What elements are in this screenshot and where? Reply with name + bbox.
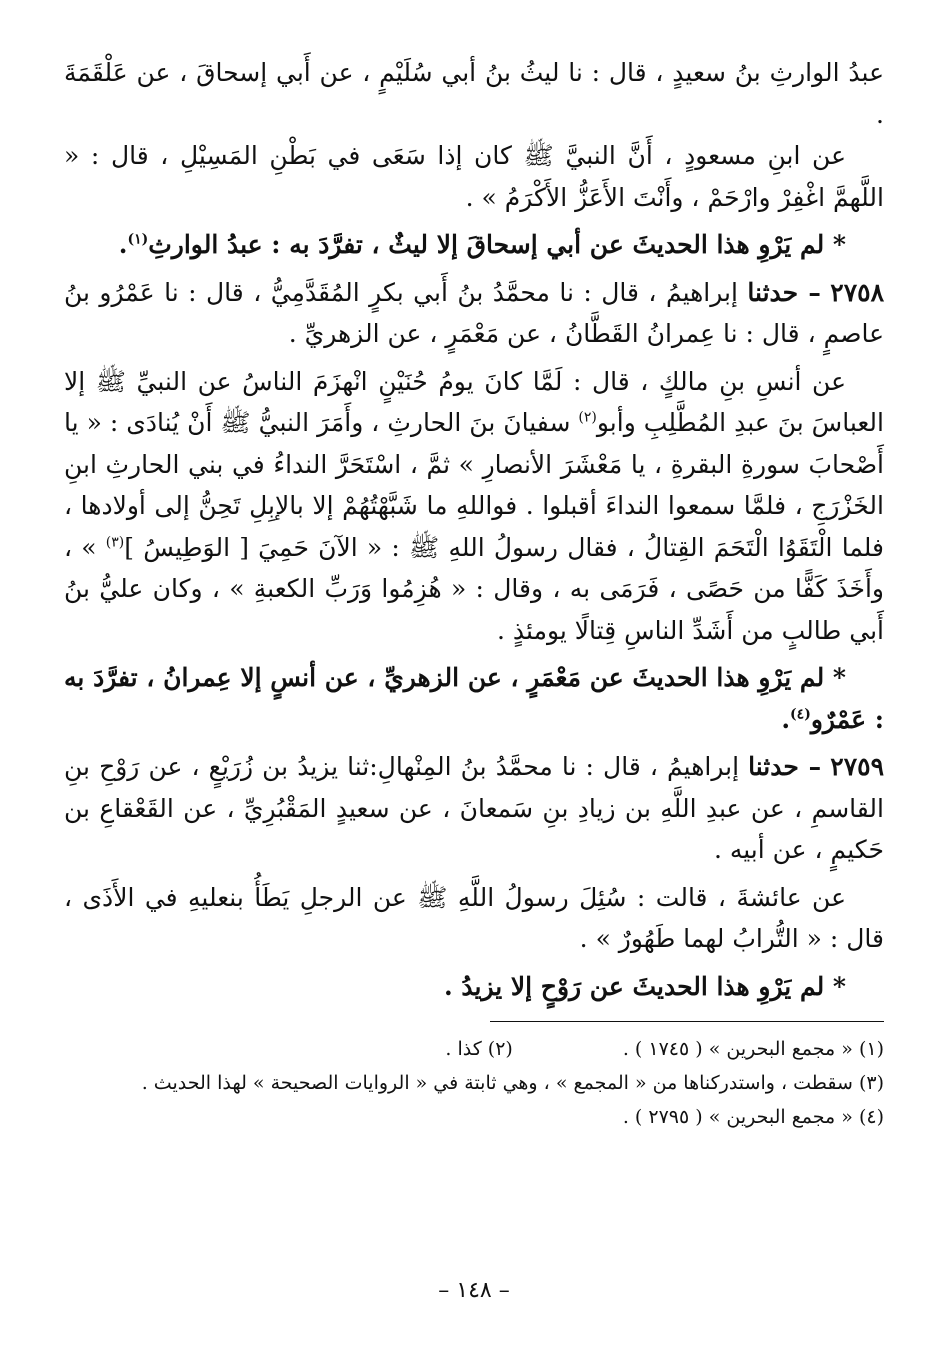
hadith-matn: عن ابنِ مسعودٍ ، أَنَّ النبيَّ ﷺ كان إذا سَعَى في بَطْنِ المَسِيْلِ ، قال : « اللَّهمَّ اغْفِرْ وارْحَمْ ، وأَنْتَ الأَعَزُّ الأَكْرَمُ » . (64, 141, 884, 212)
footnote-divider (490, 1021, 884, 1022)
isnad-text: إبراهيمُ ، قال : نا محمَّدُ بنُ المِنْهالِ:ثنا يزيدُ بن زُرَيْعٍ ، عن رَوْحِ بنِ القاسمِ ، عن عبدِ اللَّهِ بن زيادِ بنِ سَمعانَ ، عن سعيدٍ المَقْبُرِيِّ ، عن القَعْقاعِ بن حَكيمٍ ، عن أبيه . (64, 752, 884, 864)
hadith-2758-isnad (64, 272, 884, 355)
footnote-2: (٢) كذا . (445, 1038, 513, 1060)
hadith-note-end: . (781, 704, 791, 734)
matn-part-1: عن أنسِ بنِ مالكٍ ، قال : لَمَّا كانَ يومُ حُنَيْنٍ انْهزَمَ الناسُ عن النبيِّ ﷺ إلا العباسَ بنَ عبدِ المُطَّلِبِ وأبو (64, 366, 884, 437)
main-text (64, 52, 884, 1007)
hadith-note-text: * لم يَرْوِ هذا الحديثَ عن أبي إسحاقَ إلا ليثٌ ، تفرَّدَ به : عبدُ الوارثِ (148, 230, 846, 259)
footnote-ref: (٤) (790, 706, 811, 723)
hadith-note (64, 224, 884, 266)
matn-part-3: » ، وأَخَذَ كَفًّا من حَصًى ، فَرَمَى به ، وقال : « هُزِمُوا وَرَبِّ الكعبةِ » ، وكان عليُّ بنُ أَبي طالبٍ من أَشَدِّ الناسِ قِتالًا يومئذٍ . (64, 532, 884, 645)
hadith-note (64, 657, 884, 740)
isnad-text: إبراهيمُ ، قال : نا محمَّدُ بنُ أَبي بكرٍ المُقَدَّمِيُّ ، قال : نا عَمْرُو بنُ عاصمٍ ، قال : نا عِمرانُ القَطَّانُ ، عن مَعْمَرٍ ، عن الزهريِّ . (64, 277, 884, 348)
matn-part-2: سفيانَ بنَ الحارثِ ، وأَمَرَ النبيُّ ﷺ أَنْ يُنادَى : « يا أَصْحابَ سورةِ البقرةِ ، يا مَعْشَرَ الأنصارِ » ثمَّ ، اسْتَحَرَّ النداءُ في بني الحارثِ ابنِ الخَزْرَجِ ، فلمَّا سمعوا النداءَ أقبلوا . فواللهِ ما شَبَّهْتُهُمْ إلا بالإبِلِ تَحِنُّ إلى أولادها ، فلما الْتَقَوُا الْتَحَمَ القِتالُ ، فقال رسولُ اللهِ ﷺ : « الآنَ حَمِيَ [ الوَطِيسُ ] (64, 408, 884, 562)
footnote-row (64, 1032, 884, 1066)
hadith-2758-matn (64, 361, 884, 652)
hadith-2759-isnad (64, 746, 884, 871)
hadith-opener: – حدثنا (747, 277, 821, 307)
footnote-1: (١) « مجمع البحرين » ( ١٧٤٥ ) . (622, 1038, 884, 1060)
footnote-ref: (٢) (578, 409, 597, 426)
hadith-note: * لم يَرْوِ هذا الحديثَ عن رَوْحٍ إلا يزيدُ . (443, 971, 846, 1001)
page-number: – ١٤٨ – (438, 1278, 510, 1303)
hadith-note-text: * لم يَرْوِ هذا الحديثَ عن مَعْمَرٍ ، عن الزهريِّ ، عن أنسٍ إلا عِمرانُ ، تفرَّدَ به : عَمْرٌو (64, 663, 884, 734)
footnote-ref: (٣) (105, 534, 125, 551)
footnote-ref: (١) (127, 231, 149, 248)
hadith-opener: – حدثنا (748, 752, 822, 781)
hadith-2759-matn: عن عائشةَ ، قالت : سُئِلَ رسولُ اللَّهِ ﷺ عن الرجلِ يَطَأُ بنعليهِ في الأَذَى ، قال : « التُّرابُ لهما طَهُورٌ » . (64, 882, 884, 953)
hadith-note-end: . (118, 230, 128, 259)
isnad-tail: عبدُ الوارثِ بنُ سعيدٍ ، قال : نا ليثُ بنُ أبي سُلَيْمٍ ، عن أَبي إسحاقَ ، عن عَلْقَمَةَ . (64, 58, 884, 129)
hadith-number: ٢٧٥٨ (830, 277, 884, 307)
hadith-number: ٢٧٥٩ (830, 752, 884, 781)
footnote-3: (٣) سقطت ، واستدركناها من « المجمع » ، وهي ثابتة في « الروايات الصحيحة » لهذا الحديث . (141, 1072, 884, 1094)
footnote-4: (٤) « مجمع البحرين » ( ٢٧٩٥ ) . (622, 1106, 884, 1128)
footnotes (64, 1032, 884, 1134)
